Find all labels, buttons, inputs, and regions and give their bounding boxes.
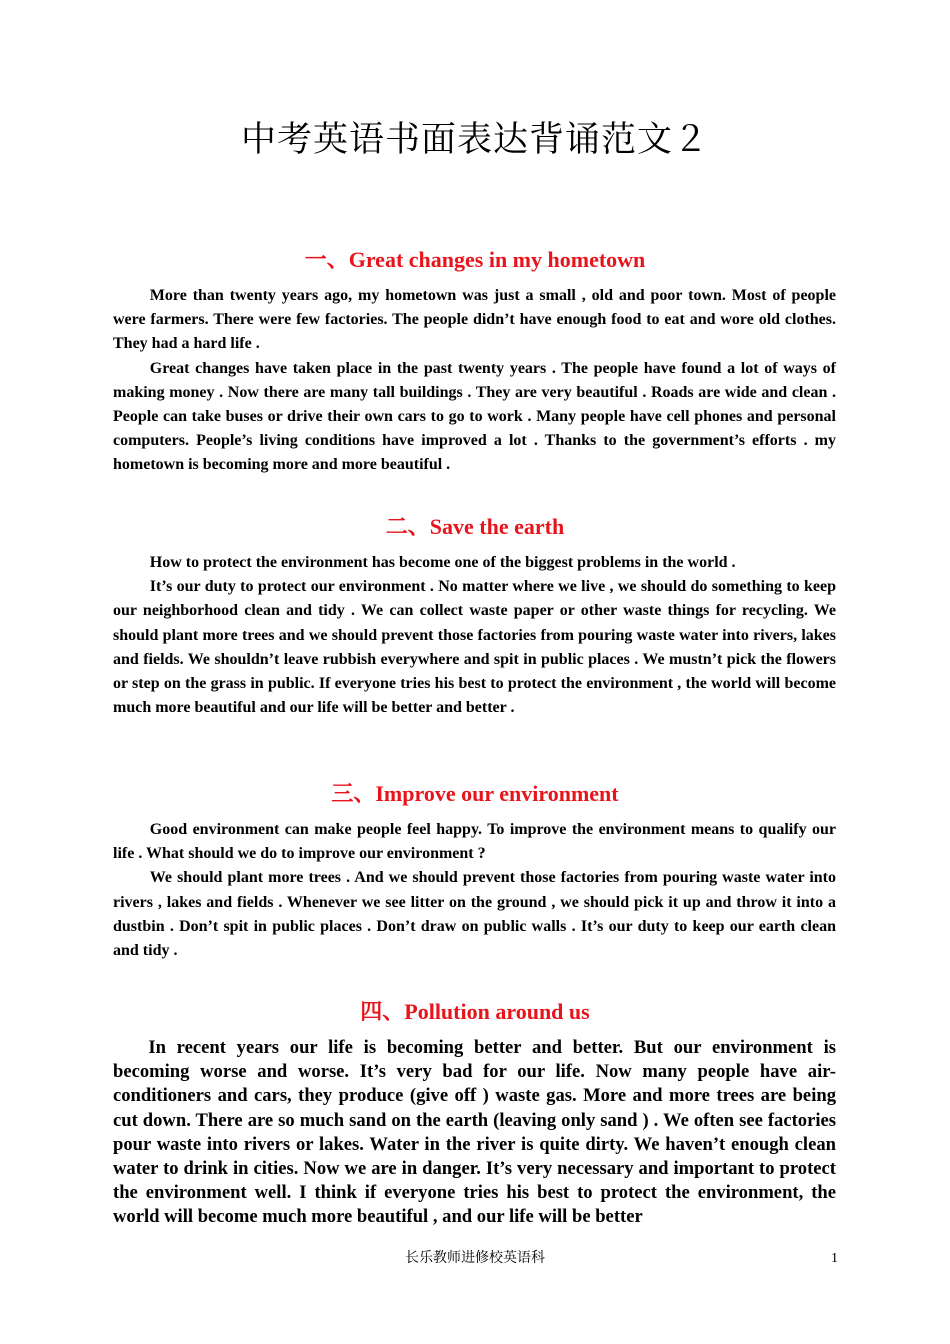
paragraph: How to protect the environment has become one of the biggest problems in the world . xyxy=(149,554,736,571)
section-heading-hometown: 一、Great changes in my hometown xyxy=(304,247,646,272)
paragraph: We should plant more trees . And we should prevent those factories from pouring waste water into rivers , lakes and fields . Whenever we see litter on the ground , we should pick it up and throw it into a dustbin . Don’t spit in public places . Don’t draw on public walls . It’s our duty to keep our earth clean and tidy . xyxy=(113,869,836,960)
page-number: 1 xyxy=(831,1251,838,1266)
paragraph: Good environment can make people feel happy. To improve the environment means to qualify our life . What should we do to improve our environment ? xyxy=(113,821,836,863)
paragraph: In recent years our life is becoming better and better. But our environment is becoming worse and worse. It’s very bad for our life. Now many people have air-conditioners and cars, they produce (give off ) waste gas. More and more trees are being cut down. There are so much sand on the earth (leaving only sand ) . We often see factories pour waste into rivers or lakes. Water in the river is quite dirty. We haven’t enough clean water to drink in cities. Now we are in danger. It’s very necessary and important to protect the environment well. I think if everyone tries his best to protect the environment, the world will become much more beautiful , and our life will be better xyxy=(113,1037,836,1228)
paragraph: Great changes have taken place in the past twenty years . The people have found a lot of ways of making money . Now there are many tall buildings . They are very beautiful . Roads are wide and clean . People can take buses or drive their own cars to go to work . Many people have cell phones and personal computers. People’s living conditions have improved a lot . Thanks to the government’s efforts . my hometown is becoming more and more beautiful . xyxy=(113,359,836,474)
document-title: 中考英语书面表达背诵范文２ xyxy=(240,120,709,160)
section-body-improve-environment xyxy=(113,818,836,963)
section-body-save-earth xyxy=(113,551,836,720)
section-heading-save-earth: 二、Save the earth xyxy=(385,514,565,539)
paragraph: More than twenty years ago, my hometown was just a small , old and poor town. Most of people were farmers. There were few factories. The people didn’t have enough food to eat and wore old clothes. They had a hard life . xyxy=(113,287,836,353)
section-body-hometown xyxy=(113,284,836,478)
page-footer: 长乐教师进修校英语科 xyxy=(405,1250,545,1266)
section-heading-improve-environment: 三、Improve our environment xyxy=(331,781,619,806)
paragraph: It’s our duty to protect our environment . No matter where we live , we should do something to keep our neighborhood clean and tidy . We can collect waste paper or other waste things for recycling. We should plant more trees and we should prevent those factories from pouring waste water into rivers, lakes and fields. We shouldn’t leave rubbish everywhere and spit in public places . We mustn’t pick the flowers or step on the grass in public. If everyone tries his best to protect the environment , the world will become much more beautiful and our life will be better and better . xyxy=(113,578,836,717)
section-heading-pollution: 四、Pollution around us xyxy=(360,999,590,1024)
section-body-pollution xyxy=(113,1036,836,1230)
